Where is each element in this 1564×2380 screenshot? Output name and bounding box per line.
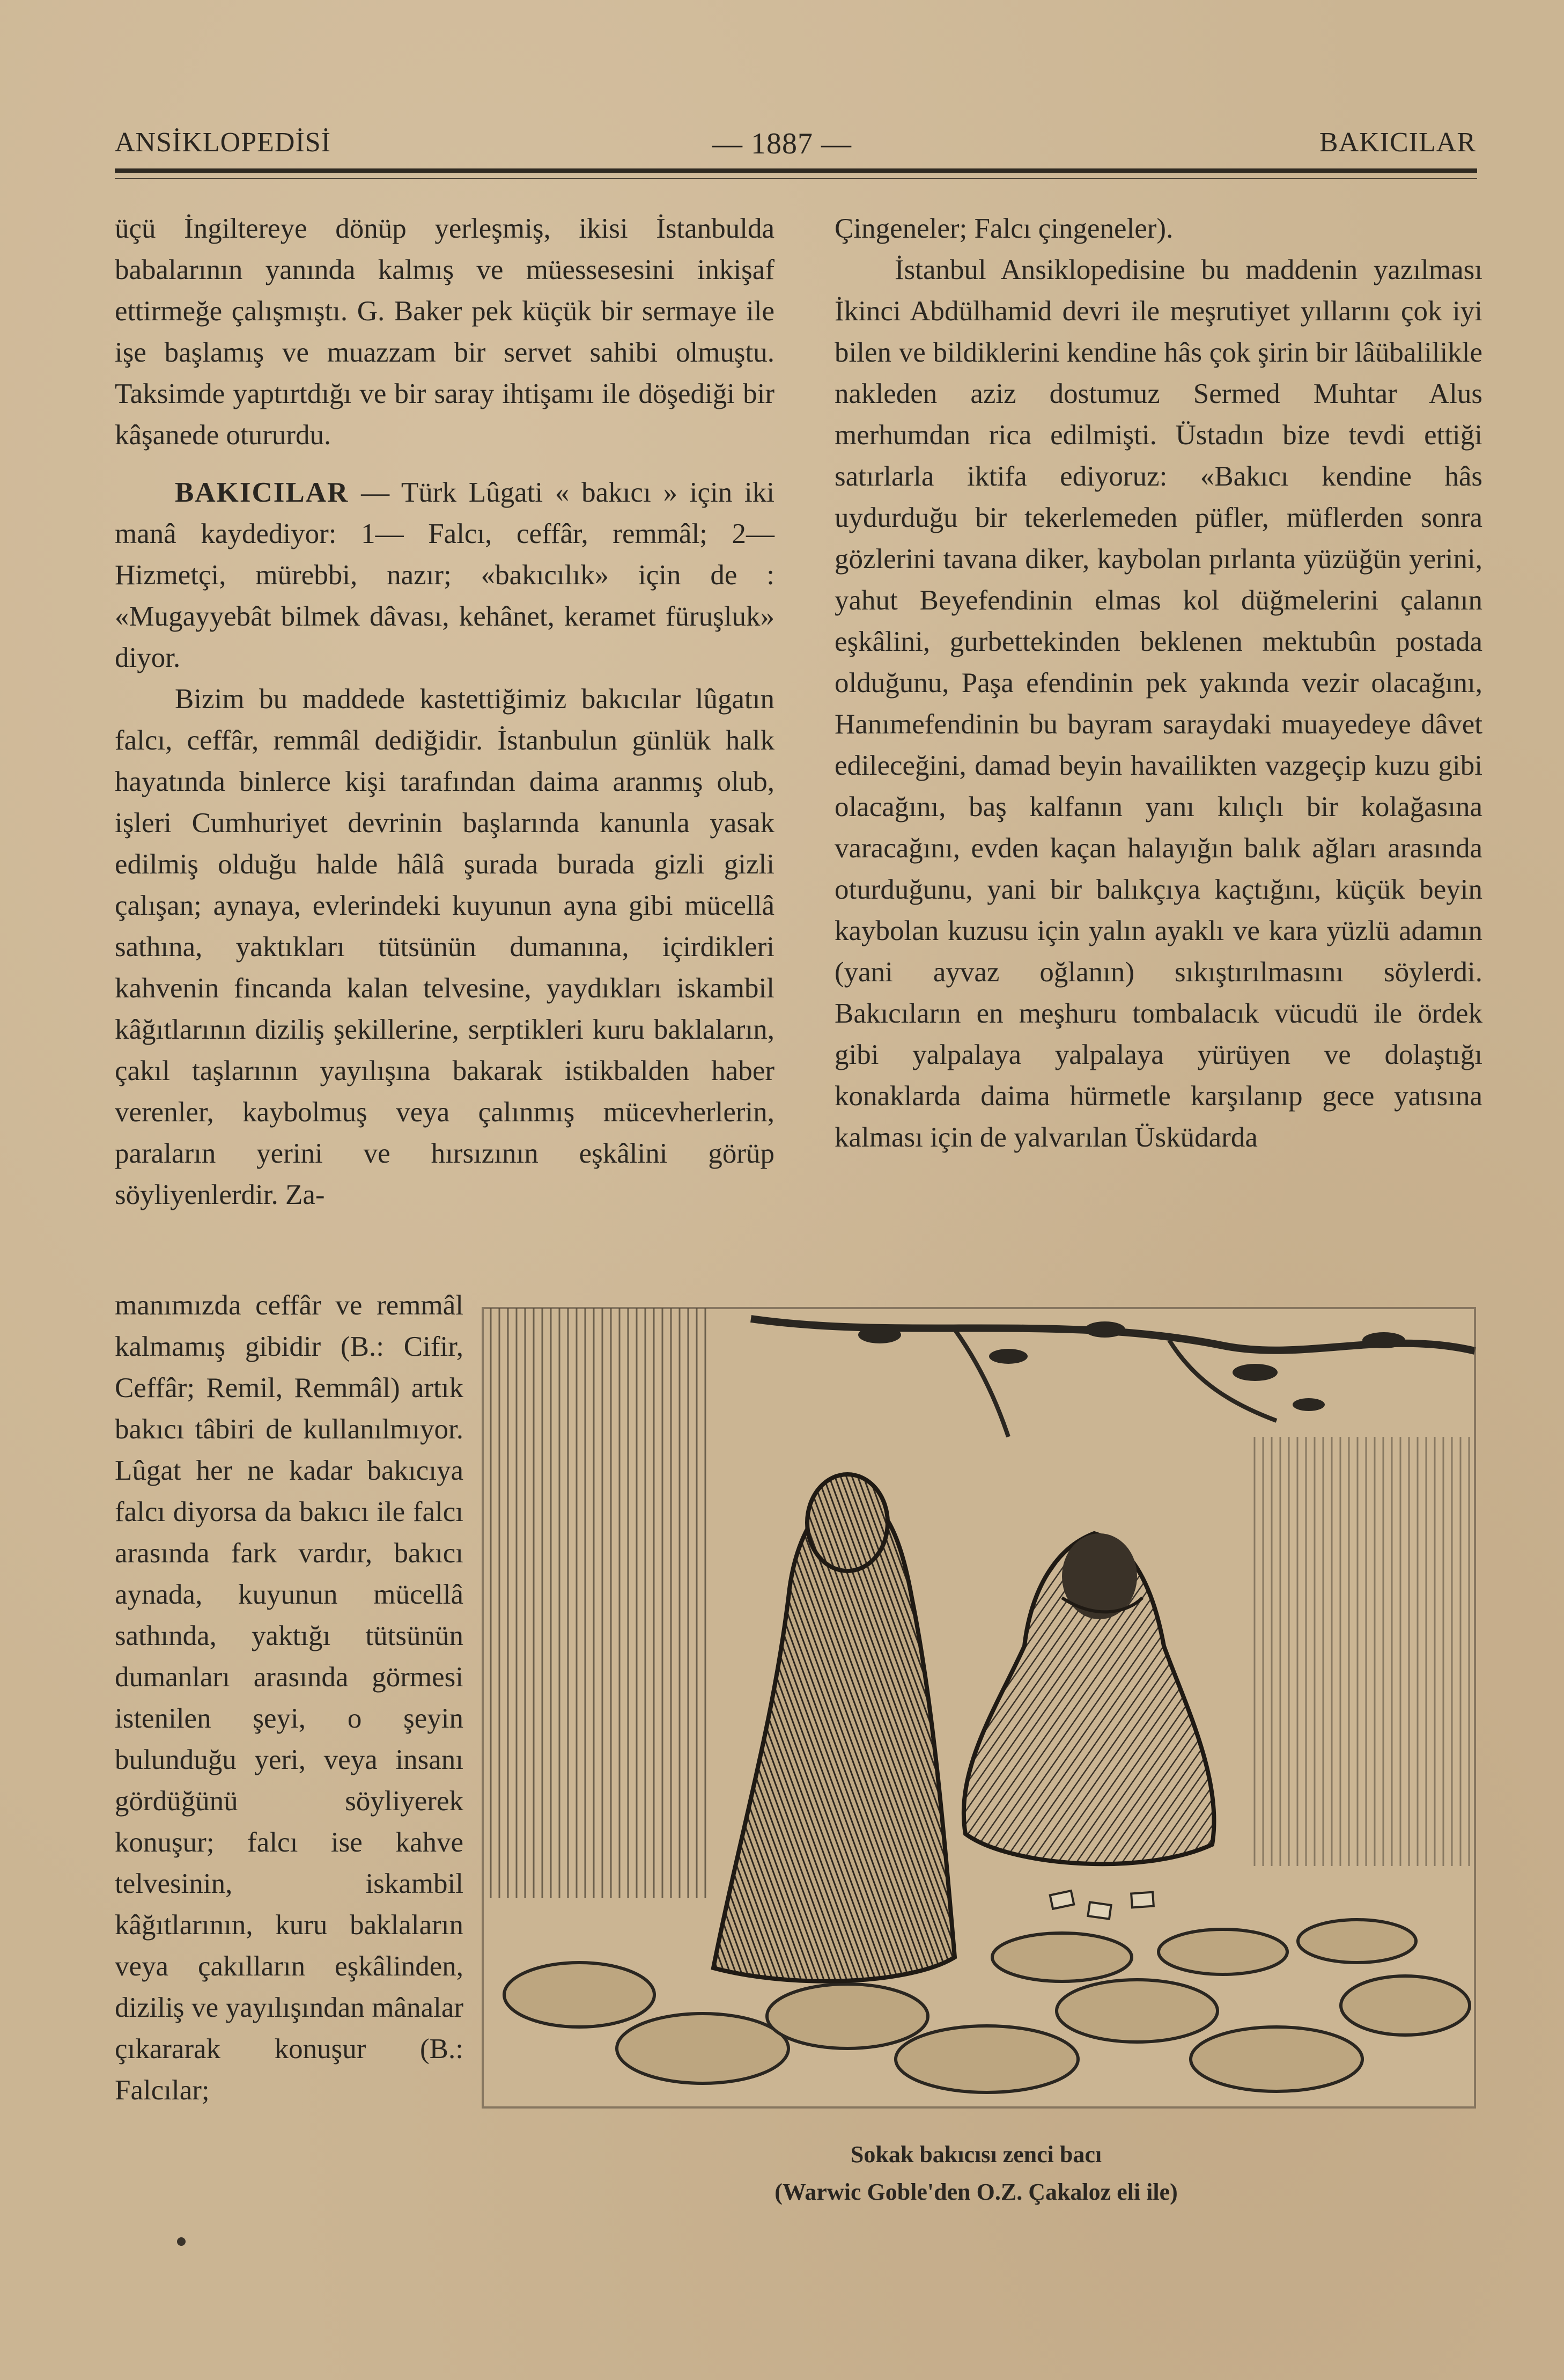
- left-column-narrow: [115, 1285, 463, 2111]
- paragraph: Çingeneler; Falcı çingeneler).: [835, 213, 1174, 244]
- paragraph: Bizim bu maddede kastettiğimiz bakıcılar lûgatın falcı, ceffâr, remmâl dediğidir. İstanbulun günlük halk hayatında binlerce kişi tarafından daima aranmış olub, işleri Cumhuriyet devrinin başlarında kanunla yasak edilmiş olduğu halde hâlâ şurada burada gizli gizli çalışan; aynaya, evlerindeki kuyunun ayna gibi mücellâ sathına, yaktıkları tütsünün dumanına, içirdikleri kahvenin fincanda kalan telvesine, yaydıkları iskambil kâğıtlarının diziliş şekillerine, serptikleri kuru baklaların, çakıl taşlarının yayılışına bakarak istikbalden haber verenler, kaybolmuş veya çalınmış mücevherlerin, paraların yerini ve hırsızının eşkâlini görüp söyliyenlerdir. Za-: [115, 684, 774, 1210]
- engraving-illustration: [472, 1297, 1486, 2118]
- running-header-right: BAKICILAR: [1319, 127, 1476, 158]
- running-header-left: ANSİKLOPEDİSİ: [115, 127, 331, 158]
- page-number: — 1887 —: [712, 127, 852, 160]
- entry-title: BAKICILAR: [175, 477, 349, 508]
- left-column: [115, 208, 774, 1216]
- right-column: [835, 208, 1482, 1158]
- figure-credit: (Warwic Goble'den O.Z. Çakaloz eli ile): [774, 2179, 1178, 2205]
- paragraph: İstanbul Ansiklopedisine bu maddenin yazılması İkinci Abdülhamid devri ile meşrutiyet yıllarını çok iyi bilen ve bildiklerini kendine hâs çok şirin bir lâübalilikle nakleden aziz dostumuz Sermed Muhtar Alus merhumdan rica edilmişti. Üstadın bize tevdi ettiği satırlarla iktifa ediyoruz: «Bakıcı kendine hâs uydurduğu bir tekerlemeden püfler, müflerden sonra gözlerini tavana diker, kaybolan pırlanta yüzüğün yerini, yahut Beyefendinin elmas kol düğmelerini çalanın eşkâlini, gurbettekinden beklenen mektubûn postada olduğunu, Paşa efendinin pek yakında vezir olacağını, Hanımefendinin bu bayram saraydaki muayedeye dâvet edileceğini, damad beyin havailikten vazgeçip kuzu gibi olacağını, baş kalfanın yanı kılıçlı bir kolağasına varacağını, evden kaçan halayığın balık ağları arasında oturduğunu, yani bir balıkçıya kaçtığını, küçük beyin kaybolan kuzusu için yalın ayaklı ve kara yüzlü adamın (yani ayvaz oğlanın) sıkıştırılmasını söylerdi. Bakıcıların en meşhuru tombalacık vücudü ile ördek gibi yalpalaya yalpalaya yürüyen ve dolaştığı konaklarda daima hürmetle karşılanıp gece yatısına kalması için de yalvarılan Üsküdarda: [835, 254, 1482, 1153]
- header-rule-thin: [115, 178, 1477, 179]
- header-rule: [115, 168, 1477, 173]
- bullet-mark: [177, 2237, 186, 2246]
- paragraph-continued: manımızda ceffâr ve remmâl kalmamış gibidir (B.: Cifir, Ceffâr; Remil, Remmâl) artık bakıcı tâbiri de kullanılmıyor. Lûgat her ne kadar bakıcıya falcı diyorsa da bakıcı ile falcı arasında fark vardır, bakıcı aynada, kuyunun mücellâ sathında, yaktığı tütsünün dumanları arasında görmesi istenilen şeyi, o şeyin bulunduğu yeri, veya insanı gördüğünü söyliyerek konuşur; falcı ise kahve telvesinin, iskambil kâğıtlarının, kuru baklaların veya çakılların eşkâlinden, diziliş ve yayılışından mânalar çıkararak konuşur (B.: Falcılar;: [115, 1290, 463, 2106]
- paragraph: üçü İngiltereye dönüp yerleşmiş, ikisi İstanbulda babalarının yanında kalmış ve müessesesini inkişaf ettirmeğe çalışmıştı. G. Baker pek küçük bir sermaye ile işe başlamış ve muazzam bir servet sahibi olmuştu. Taksimde yaptırtdığı ve bir saray ihtişamı ile döşediği bir kâşanede otururdu.: [115, 213, 774, 451]
- entry-definition: — Türk Lûgati « bakıcı » için iki manâ kaydediyor: 1— Falcı, ceffâr, remmâl; 2— Hizmetçi, mürebbi, nazır; «bakıcılık» için de : «Mugayyebât bilmek dâvası, kehânet, keramet füruşluk» diyor.: [115, 477, 774, 673]
- entry-paragraph: [115, 472, 774, 679]
- figure-caption: Sokak bakıcısı zenci bacı: [850, 2141, 1102, 2168]
